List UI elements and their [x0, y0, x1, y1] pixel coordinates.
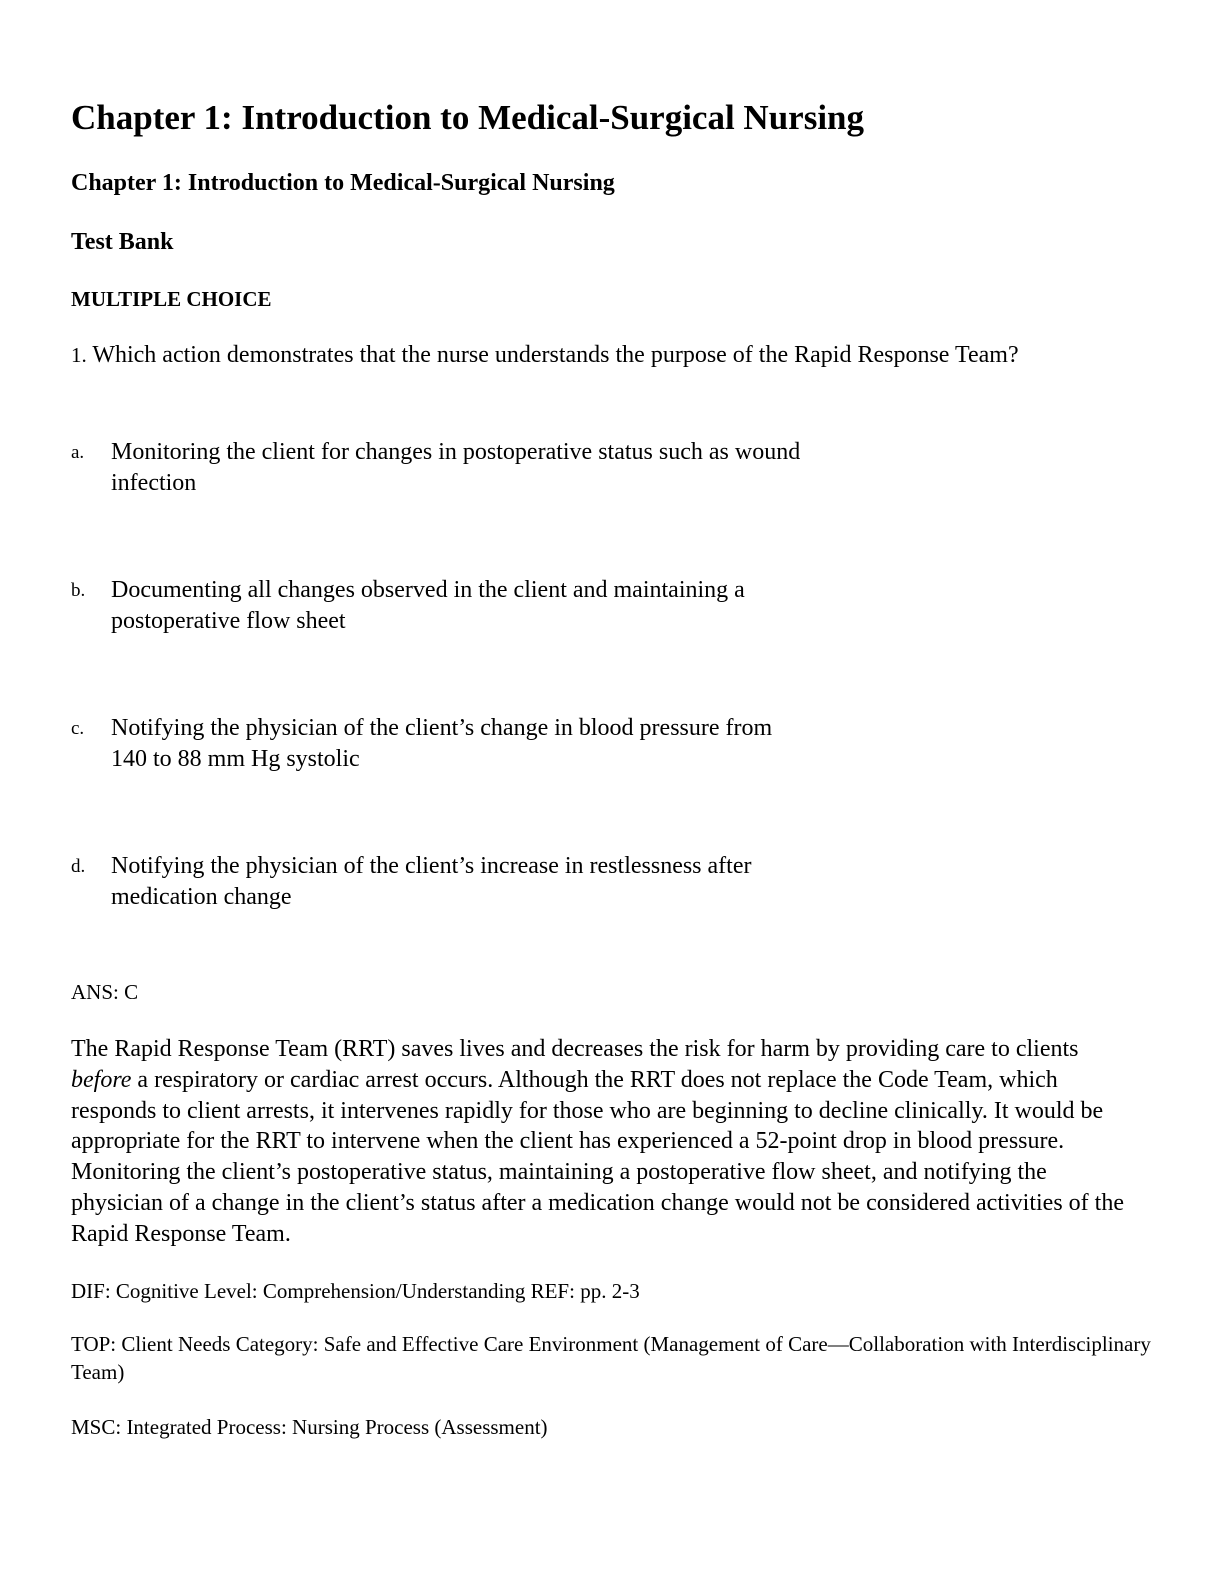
- option-line: Documenting all changes observed in the client and maintaining a: [111, 577, 745, 603]
- rationale-text: a respiratory or cardiac arrest occurs. Although the RRT does not replace the Code Team, which responds to client arrests, it intervenes rapidly for those who are beginning to decline clinically. It would be appropriate for the RRT to intervene when the client has experienced a 52-point drop in blood pressure. Monitoring the client’s postoperative status, maintaining a postoperative flow sheet, and notifying the physician of a change in the client’s status after a medication change would not be considered activities of the Rapid Response Team.: [71, 1066, 1124, 1247]
- test-bank-label: Test Bank: [71, 229, 174, 255]
- option-text: [111, 437, 911, 499]
- option-line: infection: [111, 470, 197, 496]
- option-text: [111, 851, 911, 913]
- section-label: MULTIPLE CHOICE: [71, 287, 272, 311]
- option-letter: a.: [71, 442, 85, 463]
- rationale-text: The Rapid Response Team (RRT) saves lives and decreases the risk for harm by providing care to clients: [71, 1036, 1079, 1062]
- option-text: [111, 713, 911, 775]
- rationale-emphasis: before: [71, 1066, 132, 1093]
- option-letter: b.: [71, 580, 86, 601]
- question-stem: [71, 342, 1019, 369]
- answer-key: ANS: C: [71, 980, 139, 1004]
- rationale-paragraph: [71, 1034, 1141, 1250]
- option-line: Notifying the physician of the client’s increase in restlessness after: [111, 853, 752, 879]
- option-line: Monitoring the client for changes in postoperative status such as wound: [111, 439, 801, 465]
- option-letter: d.: [71, 856, 86, 877]
- chapter-title: Chapter 1: Introduction to Medical-Surgical Nursing: [71, 98, 865, 137]
- difficulty-reference: DIF: Cognitive Level: Comprehension/Understanding REF: pp. 2-3: [71, 1279, 640, 1303]
- option-text: [111, 575, 911, 637]
- topic-category: TOP: Client Needs Category: Safe and Effective Care Environment (Management of Care—Collaboration with Interdisciplinary Team): [71, 1332, 1151, 1384]
- option-letter: c.: [71, 718, 85, 739]
- option-line: postoperative flow sheet: [111, 608, 346, 634]
- option-line: 140 to 88 mm Hg systolic: [111, 746, 360, 772]
- chapter-subtitle: Chapter 1: Introduction to Medical-Surgical Nursing: [71, 170, 615, 196]
- option-line: Notifying the physician of the client’s change in blood pressure from: [111, 715, 773, 741]
- question-number: 1.: [71, 343, 87, 367]
- option-line: medication change: [111, 884, 292, 910]
- integrated-process: MSC: Integrated Process: Nursing Process (Assessment): [71, 1415, 548, 1439]
- question-text: Which action demonstrates that the nurse understands the purpose of the Rapid Response Team?: [86, 342, 1019, 368]
